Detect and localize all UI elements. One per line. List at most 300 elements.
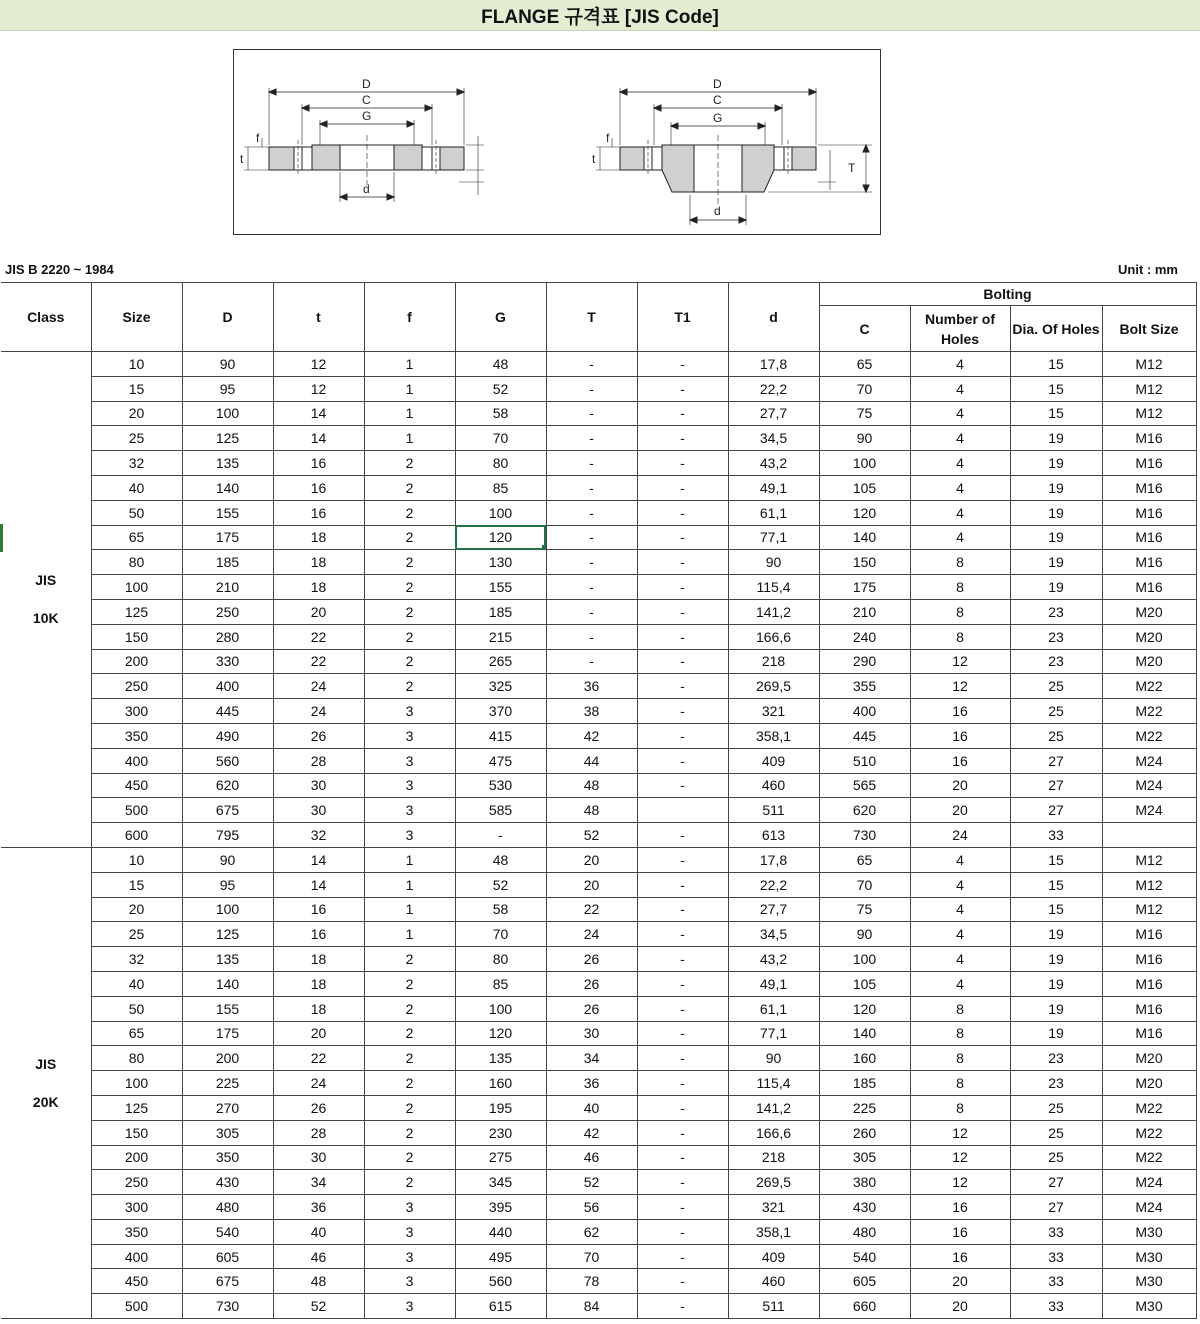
cell-number-of-holes[interactable]: 16 (910, 1195, 1010, 1220)
cell-bolt-size[interactable]: M16 (1102, 922, 1196, 947)
cell-T[interactable]: - (546, 376, 637, 401)
cell-T[interactable]: 48 (546, 773, 637, 798)
cell-T1[interactable]: - (637, 426, 728, 451)
cell-G[interactable]: 135 (455, 1046, 546, 1071)
cell-bolt-size[interactable]: M22 (1102, 1120, 1196, 1145)
cell-f[interactable]: 3 (364, 773, 455, 798)
cell-G[interactable]: 345 (455, 1170, 546, 1195)
cell-d[interactable]: 34,5 (728, 426, 819, 451)
cell-D[interactable]: 135 (182, 451, 273, 476)
cell-f[interactable]: 1 (364, 426, 455, 451)
cell-bolt-size[interactable]: M16 (1102, 475, 1196, 500)
cell-T1[interactable]: - (637, 376, 728, 401)
cell-T[interactable]: - (546, 426, 637, 451)
cell-D[interactable]: 155 (182, 500, 273, 525)
cell-T1[interactable]: - (637, 1170, 728, 1195)
cell-T1[interactable]: - (637, 872, 728, 897)
cell-dia-of-holes[interactable]: 19 (1010, 451, 1102, 476)
cell-f[interactable]: 1 (364, 922, 455, 947)
cell-number-of-holes[interactable]: 4 (910, 525, 1010, 550)
cell-G[interactable]: 155 (455, 575, 546, 600)
cell-T[interactable]: 44 (546, 748, 637, 773)
cell-T[interactable]: - (546, 500, 637, 525)
cell-G[interactable]: 85 (455, 475, 546, 500)
cell-t[interactable]: 16 (273, 922, 364, 947)
cell-size[interactable]: 150 (91, 1120, 182, 1145)
cell-T1[interactable]: - (637, 475, 728, 500)
cell-D[interactable]: 140 (182, 971, 273, 996)
cell-T1[interactable]: - (637, 1244, 728, 1269)
cell-dia-of-holes[interactable]: 25 (1010, 1145, 1102, 1170)
cell-d[interactable]: 49,1 (728, 475, 819, 500)
cell-f[interactable]: 2 (364, 996, 455, 1021)
cell-number-of-holes[interactable]: 4 (910, 922, 1010, 947)
cell-C[interactable]: 90 (819, 426, 910, 451)
cell-dia-of-holes[interactable]: 19 (1010, 922, 1102, 947)
cell-C[interactable]: 120 (819, 996, 910, 1021)
cell-D[interactable]: 95 (182, 872, 273, 897)
cell-bolt-size[interactable]: M16 (1102, 500, 1196, 525)
cell-D[interactable]: 445 (182, 699, 273, 724)
cell-size[interactable]: 250 (91, 1170, 182, 1195)
cell-T1[interactable]: - (637, 947, 728, 972)
cell-t[interactable]: 14 (273, 847, 364, 872)
cell-f[interactable]: 2 (364, 649, 455, 674)
cell-f[interactable]: 2 (364, 624, 455, 649)
cell-G[interactable]: 58 (455, 401, 546, 426)
cell-G[interactable]: 100 (455, 996, 546, 1021)
cell-G[interactable]: 325 (455, 674, 546, 699)
cell-D[interactable]: 210 (182, 575, 273, 600)
cell-C[interactable]: 605 (819, 1269, 910, 1294)
cell-T[interactable]: 26 (546, 947, 637, 972)
cell-f[interactable]: 2 (364, 1021, 455, 1046)
cell-dia-of-holes[interactable]: 27 (1010, 748, 1102, 773)
cell-number-of-holes[interactable]: 8 (910, 550, 1010, 575)
cell-C[interactable]: 140 (819, 525, 910, 550)
cell-f[interactable]: 1 (364, 352, 455, 377)
cell-number-of-holes[interactable]: 16 (910, 699, 1010, 724)
cell-T1[interactable]: - (637, 599, 728, 624)
cell-f[interactable]: 1 (364, 847, 455, 872)
cell-G[interactable]: 495 (455, 1244, 546, 1269)
cell-C[interactable]: 210 (819, 599, 910, 624)
cell-f[interactable]: 3 (364, 1195, 455, 1220)
cell-G[interactable]: 52 (455, 872, 546, 897)
cell-number-of-holes[interactable]: 12 (910, 1145, 1010, 1170)
cell-number-of-holes[interactable]: 4 (910, 872, 1010, 897)
cell-t[interactable]: 16 (273, 897, 364, 922)
cell-T1[interactable]: - (637, 1046, 728, 1071)
cell-dia-of-holes[interactable]: 33 (1010, 1219, 1102, 1244)
cell-G[interactable]: 80 (455, 947, 546, 972)
cell-size[interactable]: 125 (91, 1095, 182, 1120)
cell-dia-of-holes[interactable]: 23 (1010, 599, 1102, 624)
cell-T[interactable]: 20 (546, 847, 637, 872)
cell-dia-of-holes[interactable]: 33 (1010, 1244, 1102, 1269)
cell-C[interactable]: 75 (819, 401, 910, 426)
cell-T1[interactable]: - (637, 748, 728, 773)
cell-number-of-holes[interactable]: 12 (910, 1120, 1010, 1145)
cell-number-of-holes[interactable]: 8 (910, 1021, 1010, 1046)
cell-dia-of-holes[interactable]: 25 (1010, 1095, 1102, 1120)
cell-D[interactable]: 675 (182, 798, 273, 823)
cell-bolt-size[interactable]: M30 (1102, 1219, 1196, 1244)
cell-T[interactable]: - (546, 575, 637, 600)
cell-D[interactable]: 330 (182, 649, 273, 674)
cell-f[interactable]: 2 (364, 1170, 455, 1195)
cell-T1[interactable]: - (637, 773, 728, 798)
cell-d[interactable]: 409 (728, 1244, 819, 1269)
cell-C[interactable]: 480 (819, 1219, 910, 1244)
cell-t[interactable]: 30 (273, 798, 364, 823)
cell-f[interactable]: 3 (364, 748, 455, 773)
cell-size[interactable]: 25 (91, 922, 182, 947)
cell-t[interactable]: 28 (273, 748, 364, 773)
cell-size[interactable]: 20 (91, 401, 182, 426)
cell-D[interactable]: 675 (182, 1269, 273, 1294)
cell-C[interactable]: 225 (819, 1095, 910, 1120)
cell-G[interactable]: 265 (455, 649, 546, 674)
cell-number-of-holes[interactable]: 8 (910, 1046, 1010, 1071)
cell-T1[interactable]: - (637, 451, 728, 476)
cell-t[interactable]: 22 (273, 624, 364, 649)
cell-number-of-holes[interactable]: 12 (910, 1170, 1010, 1195)
cell-D[interactable]: 795 (182, 823, 273, 848)
cell-d[interactable]: 77,1 (728, 1021, 819, 1046)
cell-f[interactable]: 2 (364, 1145, 455, 1170)
class-cell[interactable]: JIS 10K (1, 352, 91, 848)
cell-T[interactable]: - (546, 352, 637, 377)
cell-size[interactable]: 500 (91, 798, 182, 823)
cell-f[interactable]: 3 (364, 723, 455, 748)
cell-bolt-size[interactable]: M30 (1102, 1269, 1196, 1294)
cell-size[interactable]: 20 (91, 897, 182, 922)
cell-T1[interactable]: - (637, 575, 728, 600)
cell-T[interactable]: - (546, 550, 637, 575)
cell-G[interactable]: 370 (455, 699, 546, 724)
cell-number-of-holes[interactable]: 4 (910, 451, 1010, 476)
cell-D[interactable]: 480 (182, 1195, 273, 1220)
cell-size[interactable]: 40 (91, 475, 182, 500)
cell-C[interactable]: 120 (819, 500, 910, 525)
cell-bolt-size[interactable]: M12 (1102, 401, 1196, 426)
cell-T[interactable]: - (546, 525, 637, 550)
cell-T1[interactable]: - (637, 401, 728, 426)
cell-t[interactable]: 18 (273, 996, 364, 1021)
cell-d[interactable]: 218 (728, 1145, 819, 1170)
cell-t[interactable]: 24 (273, 674, 364, 699)
cell-t[interactable]: 18 (273, 947, 364, 972)
cell-t[interactable]: 26 (273, 1095, 364, 1120)
cell-T1[interactable]: - (637, 847, 728, 872)
cell-d[interactable]: 358,1 (728, 1219, 819, 1244)
cell-d[interactable]: 358,1 (728, 723, 819, 748)
cell-C[interactable]: 65 (819, 352, 910, 377)
cell-C[interactable]: 70 (819, 376, 910, 401)
cell-bolt-size[interactable]: M22 (1102, 699, 1196, 724)
cell-d[interactable]: 90 (728, 550, 819, 575)
cell-T1[interactable]: - (637, 1195, 728, 1220)
cell-D[interactable]: 140 (182, 475, 273, 500)
cell-number-of-holes[interactable]: 8 (910, 599, 1010, 624)
cell-size[interactable]: 50 (91, 500, 182, 525)
cell-G[interactable]: 530 (455, 773, 546, 798)
cell-C[interactable]: 290 (819, 649, 910, 674)
cell-dia-of-holes[interactable]: 15 (1010, 847, 1102, 872)
cell-C[interactable]: 160 (819, 1046, 910, 1071)
cell-number-of-holes[interactable]: 8 (910, 996, 1010, 1021)
cell-C[interactable]: 445 (819, 723, 910, 748)
cell-bolt-size[interactable]: M12 (1102, 872, 1196, 897)
cell-dia-of-holes[interactable]: 19 (1010, 525, 1102, 550)
cell-C[interactable]: 185 (819, 1071, 910, 1096)
cell-dia-of-holes[interactable]: 25 (1010, 699, 1102, 724)
cell-T[interactable]: 20 (546, 872, 637, 897)
cell-T[interactable]: 48 (546, 798, 637, 823)
cell-D[interactable]: 540 (182, 1219, 273, 1244)
cell-T1[interactable]: - (637, 1071, 728, 1096)
cell-size[interactable]: 80 (91, 1046, 182, 1071)
cell-f[interactable]: 1 (364, 376, 455, 401)
cell-size[interactable]: 250 (91, 674, 182, 699)
cell-C[interactable]: 510 (819, 748, 910, 773)
cell-C[interactable]: 380 (819, 1170, 910, 1195)
cell-f[interactable]: 2 (364, 1046, 455, 1071)
cell-number-of-holes[interactable]: 4 (910, 897, 1010, 922)
cell-G[interactable]: 615 (455, 1294, 546, 1319)
cell-G[interactable]: 48 (455, 847, 546, 872)
cell-f[interactable]: 2 (364, 475, 455, 500)
cell-number-of-holes[interactable]: 20 (910, 1294, 1010, 1319)
cell-T1[interactable]: - (637, 500, 728, 525)
cell-bolt-size[interactable]: M16 (1102, 1021, 1196, 1046)
cell-T1[interactable] (637, 798, 728, 823)
cell-dia-of-holes[interactable]: 33 (1010, 1294, 1102, 1319)
cell-bolt-size[interactable]: M30 (1102, 1244, 1196, 1269)
cell-T[interactable]: 46 (546, 1145, 637, 1170)
cell-G[interactable]: 395 (455, 1195, 546, 1220)
cell-T[interactable]: - (546, 401, 637, 426)
cell-C[interactable]: 730 (819, 823, 910, 848)
cell-d[interactable]: 321 (728, 699, 819, 724)
cell-G[interactable]: 80 (455, 451, 546, 476)
cell-size[interactable]: 100 (91, 575, 182, 600)
cell-d[interactable]: 511 (728, 798, 819, 823)
cell-bolt-size[interactable]: M12 (1102, 897, 1196, 922)
cell-T1[interactable]: - (637, 723, 728, 748)
cell-f[interactable]: 3 (364, 823, 455, 848)
cell-T1[interactable]: - (637, 1145, 728, 1170)
cell-dia-of-holes[interactable]: 25 (1010, 674, 1102, 699)
cell-C[interactable]: 75 (819, 897, 910, 922)
cell-C[interactable]: 240 (819, 624, 910, 649)
cell-number-of-holes[interactable]: 4 (910, 971, 1010, 996)
cell-size[interactable]: 400 (91, 1244, 182, 1269)
cell-T[interactable]: 36 (546, 1071, 637, 1096)
cell-dia-of-holes[interactable]: 19 (1010, 971, 1102, 996)
cell-f[interactable]: 2 (364, 575, 455, 600)
cell-f[interactable]: 2 (364, 947, 455, 972)
cell-T[interactable]: - (546, 624, 637, 649)
cell-D[interactable]: 90 (182, 847, 273, 872)
cell-bolt-size[interactable]: M20 (1102, 624, 1196, 649)
cell-D[interactable]: 175 (182, 525, 273, 550)
cell-T[interactable]: 62 (546, 1219, 637, 1244)
cell-bolt-size[interactable]: M22 (1102, 723, 1196, 748)
cell-number-of-holes[interactable]: 16 (910, 1244, 1010, 1269)
cell-T[interactable]: 26 (546, 971, 637, 996)
cell-f[interactable]: 2 (364, 1120, 455, 1145)
cell-f[interactable]: 2 (364, 525, 455, 550)
cell-D[interactable]: 620 (182, 773, 273, 798)
cell-f[interactable]: 1 (364, 401, 455, 426)
cell-d[interactable]: 141,2 (728, 599, 819, 624)
cell-d[interactable]: 321 (728, 1195, 819, 1220)
cell-D[interactable]: 400 (182, 674, 273, 699)
cell-C[interactable]: 65 (819, 847, 910, 872)
cell-t[interactable]: 28 (273, 1120, 364, 1145)
cell-G[interactable]: 185 (455, 599, 546, 624)
cell-D[interactable]: 200 (182, 1046, 273, 1071)
cell-dia-of-holes[interactable]: 27 (1010, 1170, 1102, 1195)
cell-size[interactable]: 400 (91, 748, 182, 773)
cell-f[interactable]: 2 (364, 550, 455, 575)
cell-C[interactable]: 260 (819, 1120, 910, 1145)
cell-dia-of-holes[interactable]: 23 (1010, 1046, 1102, 1071)
cell-T[interactable]: - (546, 475, 637, 500)
cell-d[interactable]: 613 (728, 823, 819, 848)
cell-d[interactable]: 269,5 (728, 674, 819, 699)
cell-d[interactable]: 460 (728, 1269, 819, 1294)
cell-d[interactable]: 166,6 (728, 624, 819, 649)
cell-D[interactable]: 350 (182, 1145, 273, 1170)
cell-G[interactable]: 230 (455, 1120, 546, 1145)
cell-number-of-holes[interactable]: 24 (910, 823, 1010, 848)
cell-dia-of-holes[interactable]: 23 (1010, 649, 1102, 674)
cell-d[interactable]: 34,5 (728, 922, 819, 947)
cell-D[interactable]: 125 (182, 922, 273, 947)
cell-size[interactable]: 15 (91, 872, 182, 897)
cell-D[interactable]: 185 (182, 550, 273, 575)
cell-number-of-holes[interactable]: 16 (910, 723, 1010, 748)
cell-bolt-size[interactable]: M16 (1102, 550, 1196, 575)
cell-number-of-holes[interactable]: 4 (910, 401, 1010, 426)
cell-C[interactable]: 70 (819, 872, 910, 897)
cell-T[interactable]: - (546, 451, 637, 476)
cell-C[interactable]: 540 (819, 1244, 910, 1269)
cell-size[interactable]: 500 (91, 1294, 182, 1319)
cell-bolt-size[interactable]: M16 (1102, 426, 1196, 451)
cell-d[interactable]: 166,6 (728, 1120, 819, 1145)
cell-T[interactable]: 52 (546, 823, 637, 848)
cell-bolt-size[interactable]: M20 (1102, 1071, 1196, 1096)
cell-bolt-size[interactable]: M30 (1102, 1294, 1196, 1319)
cell-C[interactable]: 105 (819, 475, 910, 500)
cell-D[interactable]: 175 (182, 1021, 273, 1046)
cell-T1[interactable]: - (637, 1095, 728, 1120)
cell-G[interactable]: 120 (455, 1021, 546, 1046)
cell-T1[interactable]: - (637, 525, 728, 550)
cell-f[interactable]: 3 (364, 1244, 455, 1269)
cell-t[interactable]: 18 (273, 525, 364, 550)
cell-t[interactable]: 18 (273, 575, 364, 600)
cell-T1[interactable]: - (637, 649, 728, 674)
cell-C[interactable]: 150 (819, 550, 910, 575)
cell-D[interactable]: 225 (182, 1071, 273, 1096)
cell-D[interactable]: 305 (182, 1120, 273, 1145)
cell-dia-of-holes[interactable]: 19 (1010, 1021, 1102, 1046)
cell-f[interactable]: 2 (364, 674, 455, 699)
cell-C[interactable]: 620 (819, 798, 910, 823)
cell-f[interactable]: 3 (364, 1294, 455, 1319)
cell-t[interactable]: 12 (273, 376, 364, 401)
cell-T[interactable]: 24 (546, 922, 637, 947)
cell-size[interactable]: 65 (91, 1021, 182, 1046)
cell-t[interactable]: 34 (273, 1170, 364, 1195)
class-cell[interactable]: JIS 20K (1, 847, 91, 1318)
cell-bolt-size[interactable]: M24 (1102, 773, 1196, 798)
cell-G[interactable]: 585 (455, 798, 546, 823)
cell-bolt-size[interactable]: M24 (1102, 1195, 1196, 1220)
cell-number-of-holes[interactable]: 8 (910, 1071, 1010, 1096)
cell-d[interactable]: 22,2 (728, 376, 819, 401)
cell-D[interactable]: 560 (182, 748, 273, 773)
cell-bolt-size[interactable]: M12 (1102, 847, 1196, 872)
cell-d[interactable]: 409 (728, 748, 819, 773)
cell-dia-of-holes[interactable]: 23 (1010, 1071, 1102, 1096)
cell-dia-of-holes[interactable]: 19 (1010, 947, 1102, 972)
cell-size[interactable]: 200 (91, 1145, 182, 1170)
cell-G[interactable]: 440 (455, 1219, 546, 1244)
cell-dia-of-holes[interactable]: 19 (1010, 426, 1102, 451)
cell-C[interactable]: 100 (819, 451, 910, 476)
cell-number-of-holes[interactable]: 20 (910, 773, 1010, 798)
cell-T[interactable]: 56 (546, 1195, 637, 1220)
cell-t[interactable]: 48 (273, 1269, 364, 1294)
cell-T[interactable]: 38 (546, 699, 637, 724)
cell-T1[interactable]: - (637, 1021, 728, 1046)
cell-T1[interactable]: - (637, 674, 728, 699)
cell-size[interactable]: 15 (91, 376, 182, 401)
cell-d[interactable]: 90 (728, 1046, 819, 1071)
cell-f[interactable]: 3 (364, 1219, 455, 1244)
cell-bolt-size[interactable]: M12 (1102, 376, 1196, 401)
cell-t[interactable]: 16 (273, 451, 364, 476)
cell-number-of-holes[interactable]: 4 (910, 352, 1010, 377)
cell-T1[interactable]: - (637, 550, 728, 575)
cell-dia-of-holes[interactable]: 15 (1010, 897, 1102, 922)
cell-d[interactable]: 22,2 (728, 872, 819, 897)
cell-dia-of-holes[interactable]: 33 (1010, 823, 1102, 848)
cell-t[interactable]: 30 (273, 773, 364, 798)
cell-T[interactable]: 42 (546, 723, 637, 748)
cell-C[interactable]: 400 (819, 699, 910, 724)
cell-t[interactable]: 22 (273, 1046, 364, 1071)
cell-T[interactable]: 78 (546, 1269, 637, 1294)
cell-bolt-size[interactable]: M20 (1102, 649, 1196, 674)
cell-T1[interactable]: - (637, 1269, 728, 1294)
cell-size[interactable]: 200 (91, 649, 182, 674)
cell-size[interactable]: 600 (91, 823, 182, 848)
cell-dia-of-holes[interactable]: 19 (1010, 500, 1102, 525)
cell-d[interactable]: 511 (728, 1294, 819, 1319)
cell-size[interactable]: 50 (91, 996, 182, 1021)
cell-C[interactable]: 305 (819, 1145, 910, 1170)
cell-dia-of-holes[interactable]: 25 (1010, 1120, 1102, 1145)
cell-number-of-holes[interactable]: 8 (910, 624, 1010, 649)
cell-t[interactable]: 30 (273, 1145, 364, 1170)
